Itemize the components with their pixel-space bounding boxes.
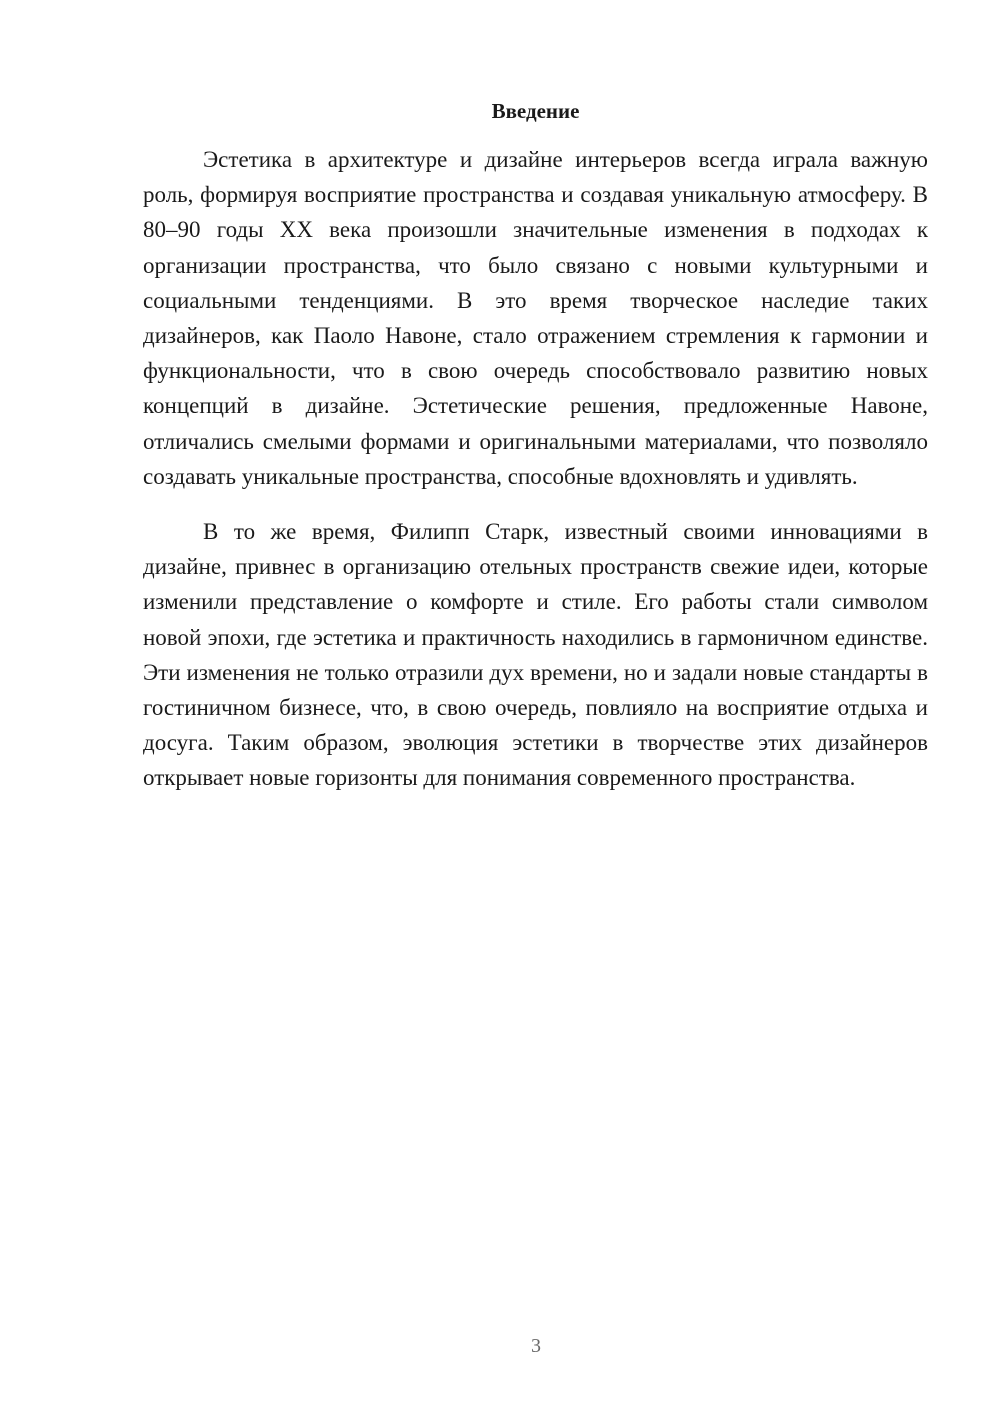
body-text <box>143 142 928 796</box>
page-number: 3 <box>531 1335 541 1357</box>
paragraph-2: В то же время, Филипп Старк, известный своими инновациями в дизайне, привнес в организацию отельных пространств свежие идеи, которые изменили представление о комфорте и стиле. Его работы стали символом новой эпохи, где эстетика и практичность находились в гармоничном единстве. Эти изменения не только отразили дух времени, но и задали новые стандарты в гостиничном бизнесе, что, в свою очередь, повлияло на восприятие отдыха и досуга. Таким образом, эволюция эстетики в творчестве этих дизайнеров открывает новые горизонты для понимания современного пространства. <box>143 519 928 791</box>
section-heading: Введение <box>491 99 580 123</box>
paragraph-1: Эстетика в архитектуре и дизайне интерьеров всегда играла важную роль, формируя восприятие пространства и создавая уникальную атмосферу. В 80–90 годы XX века произошли значительные изменения в подходах к организации пространства, что было связано с новыми культурными и социальными тенденциями. В это время творческое наследие таких дизайнеров, как Паоло Навоне, стало отражением стремления к гармонии и функциональности, что в свою очередь способствовало развитию новых концепций в дизайне. Эстетические решения, предложенные Навоне, отличались смелыми формами и оригинальными материалами, что позволяло создавать уникальные пространства, способные вдохновлять и удивлять. <box>143 147 928 489</box>
